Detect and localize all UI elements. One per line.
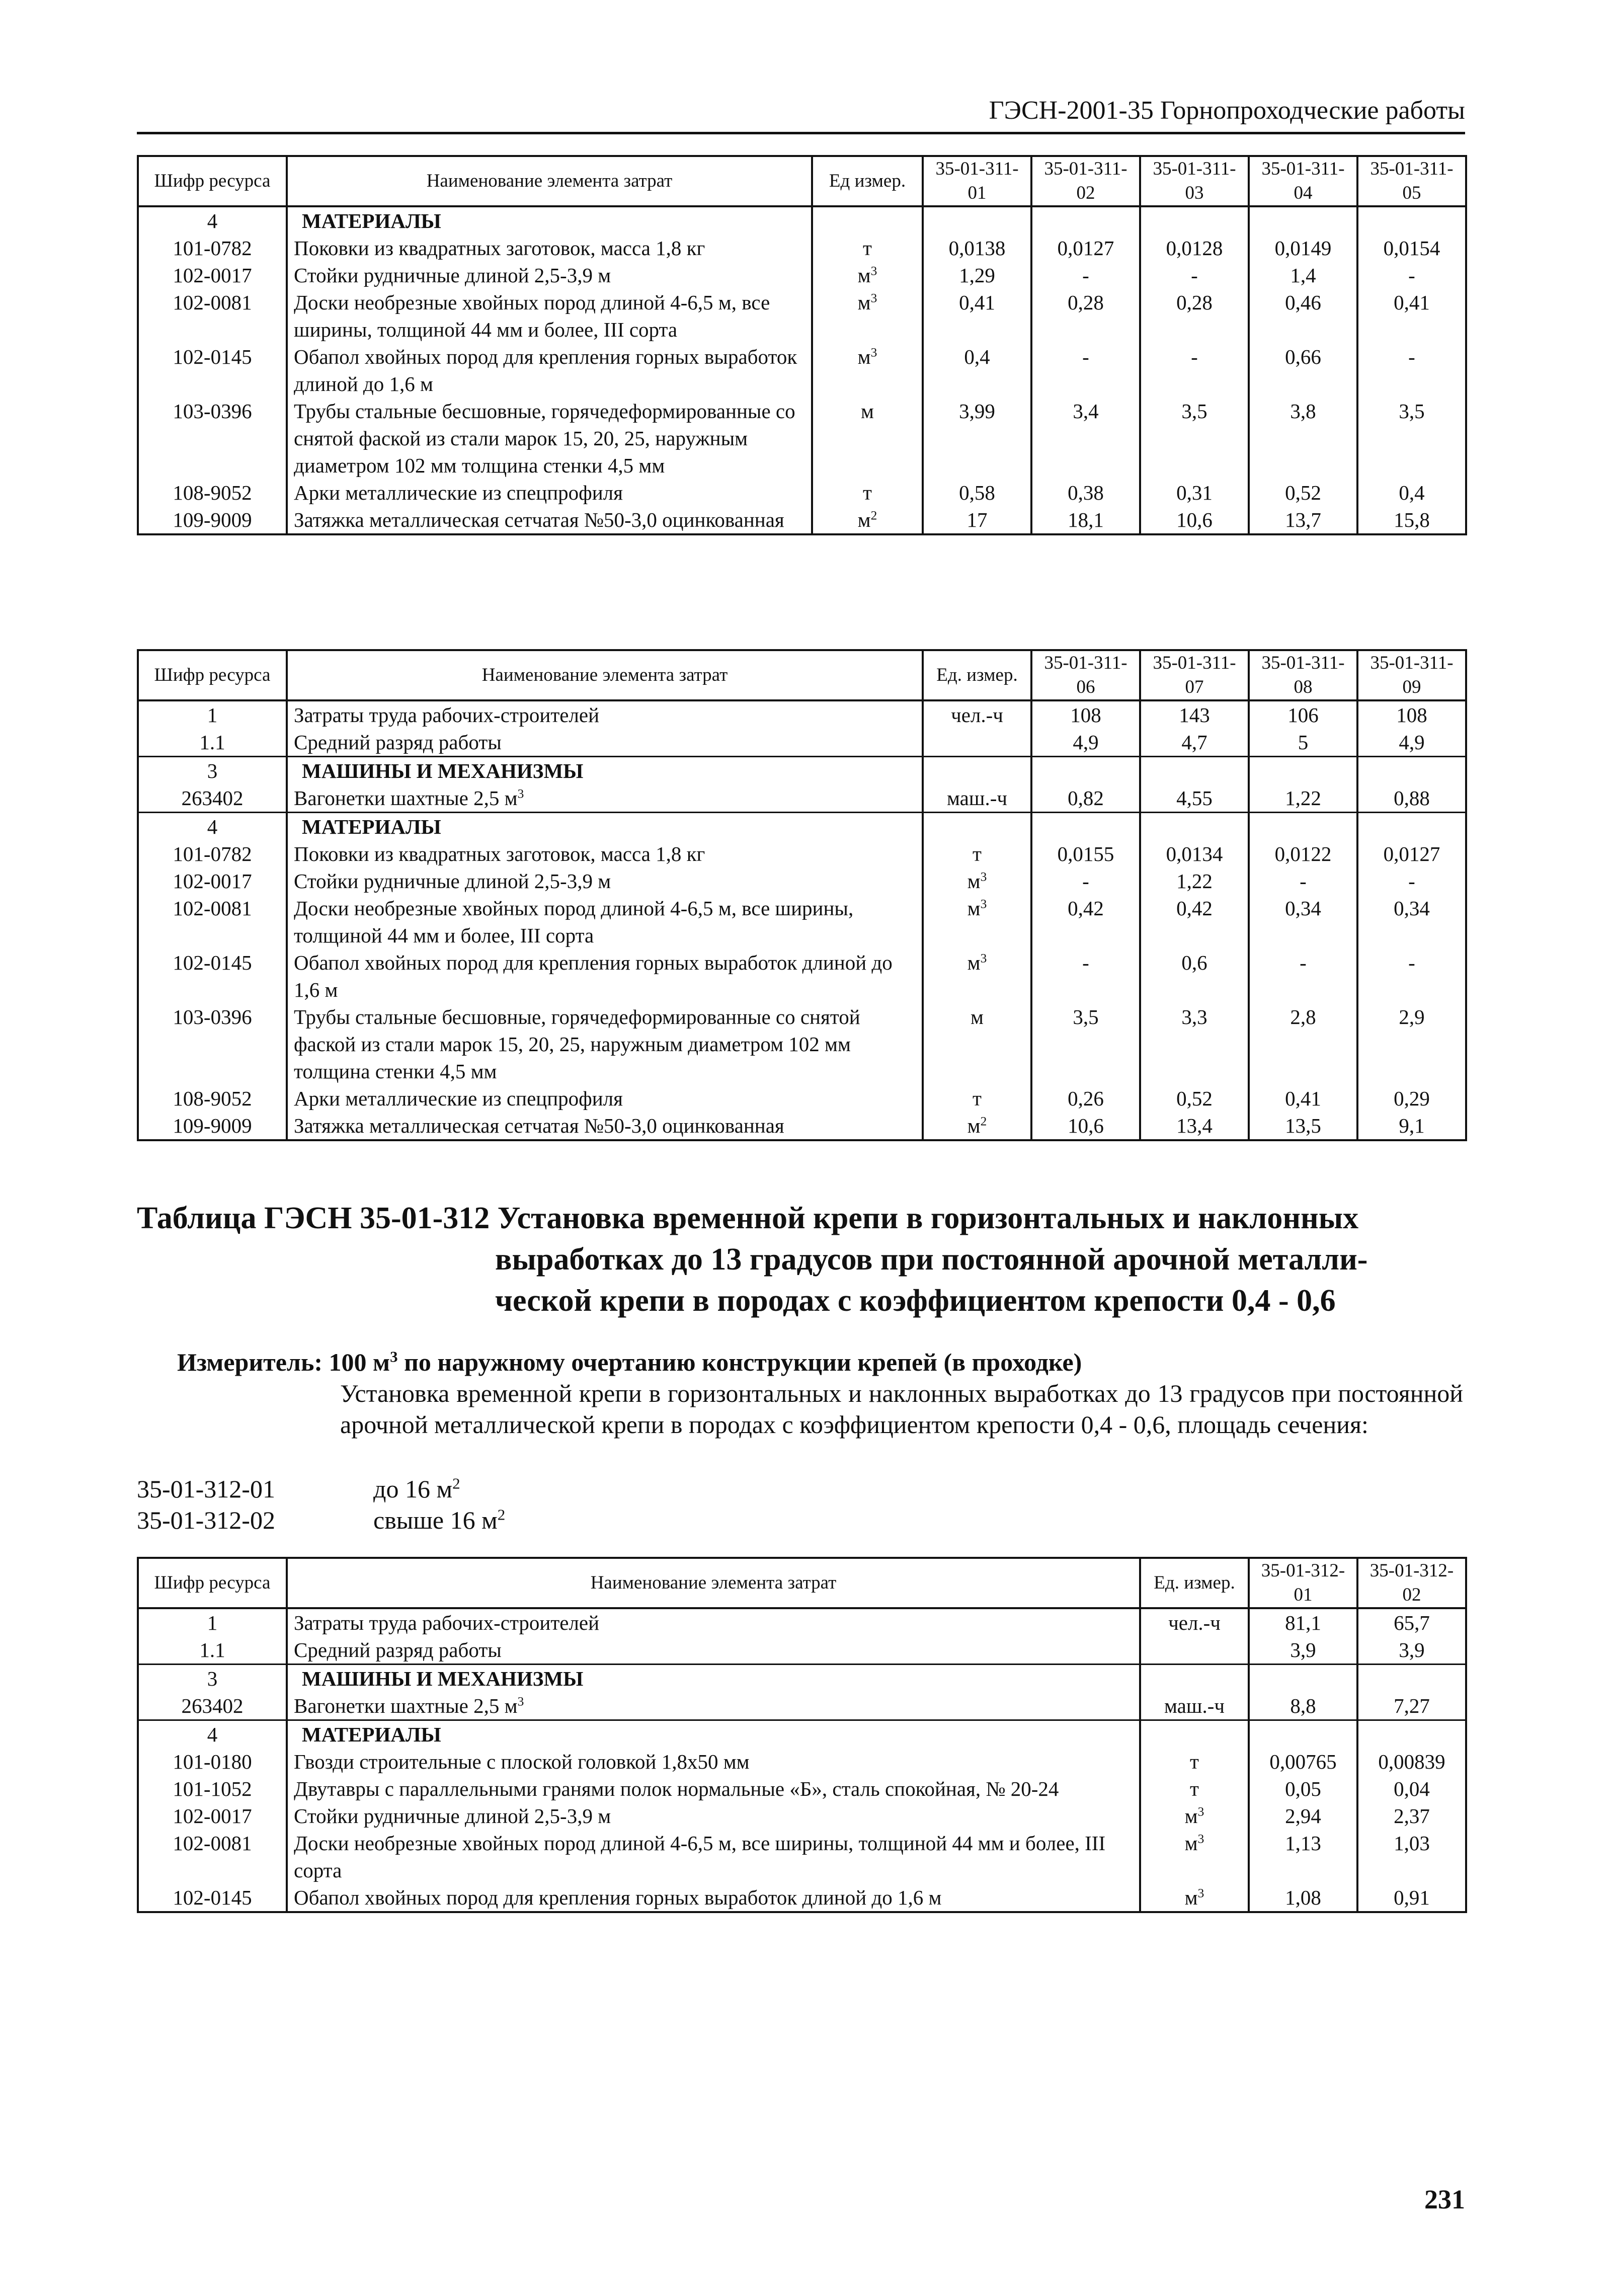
empty-cell: [1031, 757, 1140, 785]
unit-of-measure: т: [923, 1085, 1031, 1112]
header-norm-code: 35-01-311-04: [1249, 156, 1357, 206]
unit-of-measure: т: [1140, 1748, 1249, 1775]
section-title: МАТЕРИАЛЫ: [287, 206, 812, 234]
header-resource-code: Шифр ресурса: [138, 156, 287, 206]
header-unit: Ед. измер.: [1140, 1558, 1249, 1608]
norm-code: 35-01-312-02: [137, 1506, 275, 1534]
cost-element-name: Вагонетки шахтные 2,5 $м^3$: [287, 1692, 1140, 1720]
resource-code: 108-9052: [138, 479, 287, 506]
table-row: [138, 343, 1466, 398]
resource-code: 101-0782: [138, 840, 287, 867]
resource-code: 102-0145: [138, 949, 287, 1003]
norm-value: 13,5: [1249, 1112, 1357, 1140]
unit-of-measure: т: [812, 479, 923, 506]
norm-code-label: до 16 $м^2$: [373, 1474, 460, 1503]
resource-code: 102-0145: [138, 343, 287, 398]
norm-value: 3,9: [1249, 1636, 1357, 1665]
resource-code: 103-0396: [138, 398, 287, 479]
table-header-row: [138, 650, 1466, 700]
unit-of-measure: $м^3$: [812, 343, 923, 398]
norm-value: 3,9: [1357, 1636, 1466, 1665]
norm-value: 3,5: [1357, 398, 1466, 479]
norm-value: 15,8: [1357, 506, 1466, 534]
table-row: [138, 895, 1466, 949]
norm-value: 0,38: [1031, 479, 1140, 506]
resource-code: 102-0017: [138, 1802, 287, 1830]
section-code: 3: [138, 1665, 287, 1693]
norm-value: 0,41: [923, 289, 1031, 343]
unit-of-measure: $м^2$: [812, 506, 923, 534]
empty-cell: [1357, 757, 1466, 785]
page-number: 231: [1424, 2184, 1465, 2214]
empty-cell: [923, 206, 1031, 234]
norm-value: 0,26: [1031, 1085, 1140, 1112]
table-row: [138, 262, 1466, 289]
cost-element-name: Затяжка металлическая сетчатая №50-3,0 оцинкованная: [287, 1112, 923, 1140]
cost-element-name: Обапол хвойных пород для крепления горных выработок длиной до 1,6 м: [287, 949, 923, 1003]
resource-code: 263402: [138, 784, 287, 813]
table-body: [138, 206, 1466, 534]
table-row: [138, 1636, 1466, 1665]
cost-element-name: Доски необрезные хвойных пород длиной 4-6,5 м, все ширины, толщиной 44 мм и более, III сорта: [287, 1830, 1140, 1884]
header-cost-element: Наименование элемента затрат: [287, 1558, 1140, 1608]
resource-code: 102-0145: [138, 1884, 287, 1912]
empty-cell: [1140, 1665, 1249, 1693]
norm-value: 2,37: [1357, 1802, 1466, 1830]
norm-value: 106: [1249, 700, 1357, 729]
resource-code: 263402: [138, 1692, 287, 1720]
norm-value: 0,0149: [1249, 234, 1357, 262]
unit-of-measure: $м^3$: [923, 895, 1031, 949]
cost-element-name: Затраты труда рабочих-строителей: [287, 700, 923, 729]
table-row: [138, 1608, 1466, 1636]
resource-code: 109-9009: [138, 506, 287, 534]
table-row: [138, 729, 1466, 757]
resource-code: 1: [138, 1608, 287, 1636]
empty-cell: [1357, 206, 1466, 234]
table-row: [138, 949, 1466, 1003]
table-row: [138, 234, 1466, 262]
norm-value: 0,52: [1249, 479, 1357, 506]
norm-value: -: [1140, 262, 1249, 289]
table-body: [138, 700, 1466, 1140]
cost-element-name: Поковки из квадратных заготовок, масса 1,8 кг: [287, 840, 923, 867]
norm-value: 0,0128: [1140, 234, 1249, 262]
cost-element-name: Арки металлические из спецпрофиля: [287, 479, 812, 506]
cost-element-name: Доски необрезные хвойных пород длиной 4-6,5 м, все ширины, толщиной 44 мм и более, III сорта: [287, 289, 812, 343]
unit-of-measure: м: [923, 1003, 1031, 1085]
section-code: 4: [138, 1720, 287, 1749]
table-row: [138, 289, 1466, 343]
empty-cell: [1140, 206, 1249, 234]
section-code: 3: [138, 757, 287, 785]
section-code: 4: [138, 813, 287, 841]
header-norm-code: 35-01-311-07: [1140, 650, 1249, 700]
unit-of-measure: чел.-ч: [1140, 1608, 1249, 1636]
norm-value: 0,66: [1249, 343, 1357, 398]
work-description: Установка временной крепи в горизонтальных и наклонных выработках до 13 градусов при постоянной арочной металлической крепи в породах с коэффициентом крепости 0,4 - 0,6, площадь сечения:: [340, 1379, 1463, 1439]
norm-value: -: [1357, 867, 1466, 895]
resource-table-311-01-05: [137, 155, 1467, 535]
norm-code-line: [137, 1473, 460, 1505]
norm-value: 0,58: [923, 479, 1031, 506]
header-norm-code: 35-01-311-09: [1357, 650, 1466, 700]
norm-value: -: [1031, 949, 1140, 1003]
norm-value: 4,9: [1357, 729, 1466, 757]
norm-value: 4,7: [1140, 729, 1249, 757]
norm-value: -: [1140, 343, 1249, 398]
norm-value: 7,27: [1357, 1692, 1466, 1720]
empty-cell: [1140, 813, 1249, 841]
empty-cell: [812, 206, 923, 234]
norm-value: 10,6: [1140, 506, 1249, 534]
empty-cell: [1140, 757, 1249, 785]
table-title-line: Таблица ГЭСН 35-01-312 Установка временной крепи в горизонтальных и наклонных: [137, 1201, 1359, 1235]
norm-value: -: [1357, 262, 1466, 289]
norm-value: 1,4: [1249, 262, 1357, 289]
norm-value: 18,1: [1031, 506, 1140, 534]
resource-code: 101-0782: [138, 234, 287, 262]
section-title: МАШИНЫ И МЕХАНИЗМЫ: [287, 757, 923, 785]
table-row: [138, 784, 1466, 813]
norm-value: -: [1031, 262, 1140, 289]
header-resource-code: Шифр ресурса: [138, 1558, 287, 1608]
cost-element-name: Затраты труда рабочих-строителей: [287, 1608, 1140, 1636]
norm-value: 0,0155: [1031, 840, 1140, 867]
table-row: [138, 1748, 1466, 1775]
header-norm-code: 35-01-312-01: [1249, 1558, 1357, 1608]
unit-of-measure: т: [812, 234, 923, 262]
resource-code: 101-1052: [138, 1775, 287, 1802]
header-cost-element: Наименование элемента затрат: [287, 156, 812, 206]
norm-value: 0,42: [1140, 895, 1249, 949]
table-row: [138, 1692, 1466, 1720]
norm-value: 4,9: [1031, 729, 1140, 757]
norm-value: 0,28: [1140, 289, 1249, 343]
unit-of-measure: $м^3$: [812, 289, 923, 343]
norm-value: 0,34: [1249, 895, 1357, 949]
norm-value: 13,7: [1249, 506, 1357, 534]
table-row: [138, 479, 1466, 506]
empty-cell: [1031, 206, 1140, 234]
norm-value: 65,7: [1357, 1608, 1466, 1636]
resource-code: 102-0081: [138, 895, 287, 949]
norm-value: 17: [923, 506, 1031, 534]
norm-code-label: свыше 16 $м^2$: [373, 1506, 506, 1534]
norm-value: 13,4: [1140, 1112, 1249, 1140]
unit-of-measure: маш.-ч: [923, 784, 1031, 813]
section-title: МАШИНЫ И МЕХАНИЗМЫ: [287, 1665, 1140, 1693]
norm-value: 0,0127: [1031, 234, 1140, 262]
table-row: [138, 840, 1466, 867]
norm-value: 0,34: [1357, 895, 1466, 949]
norm-value: 0,00765: [1249, 1748, 1357, 1775]
cost-element-name: Арки металлические из спецпрофиля: [287, 1085, 923, 1112]
unit-of-measure: $м^3$: [812, 262, 923, 289]
table-title-line: выработках до 13 градусов при постоянной арочной металли-: [495, 1242, 1368, 1277]
section-row: [138, 813, 1466, 841]
norm-value: 3,3: [1140, 1003, 1249, 1085]
norm-value: 1,29: [923, 262, 1031, 289]
norm-value: 1,22: [1249, 784, 1357, 813]
empty-cell: [923, 813, 1031, 841]
section-row: [138, 206, 1466, 234]
cost-element-name: Обапол хвойных пород для крепления горных выработок длиной до 1,6 м: [287, 1884, 1140, 1912]
norm-value: 0,0127: [1357, 840, 1466, 867]
unit-of-measure: [923, 729, 1031, 757]
table-body: [138, 1608, 1466, 1912]
norm-value: 3,5: [1031, 1003, 1140, 1085]
norm-code: 35-01-312-01: [137, 1475, 275, 1503]
section-title: МАТЕРИАЛЫ: [287, 1720, 1140, 1749]
header-norm-code: 35-01-311-01: [923, 156, 1031, 206]
running-head: ГЭСН-2001-35 Горнопроходческие работы: [137, 96, 1465, 134]
norm-value: 3,4: [1031, 398, 1140, 479]
cost-element-name: Обапол хвойных пород для крепления горных выработок длиной до 1,6 м: [287, 343, 812, 398]
norm-value: 3,99: [923, 398, 1031, 479]
norm-value: 0,0138: [923, 234, 1031, 262]
empty-cell: [1249, 206, 1357, 234]
unit-of-measure: маш.-ч: [1140, 1692, 1249, 1720]
norm-value: 1,22: [1140, 867, 1249, 895]
table-title-35-01-312: [137, 1198, 1465, 1321]
norm-value: -: [1249, 949, 1357, 1003]
table-row: [138, 1802, 1466, 1830]
empty-cell: [1249, 757, 1357, 785]
table-row: [138, 1884, 1466, 1912]
norm-value: 0,29: [1357, 1085, 1466, 1112]
section-code: 4: [138, 206, 287, 234]
cost-element-name: Поковки из квадратных заготовок, масса 1,8 кг: [287, 234, 812, 262]
norm-value: 8,8: [1249, 1692, 1357, 1720]
header-resource-code: Шифр ресурса: [138, 650, 287, 700]
norm-value: 2,9: [1357, 1003, 1466, 1085]
norm-value: 0,00839: [1357, 1748, 1466, 1775]
header-norm-code: 35-01-311-03: [1140, 156, 1249, 206]
norm-value: 0,4: [1357, 479, 1466, 506]
norm-value: 0,04: [1357, 1775, 1466, 1802]
cost-element-name: Стойки рудничные длиной 2,5-3,9 м: [287, 262, 812, 289]
norm-value: 81,1: [1249, 1608, 1357, 1636]
resource-code: 108-9052: [138, 1085, 287, 1112]
unit-of-measure: $м^3$: [923, 949, 1031, 1003]
unit-of-measure: т: [923, 840, 1031, 867]
empty-cell: [1249, 813, 1357, 841]
norm-value: 0,46: [1249, 289, 1357, 343]
cost-element-name: Затяжка металлическая сетчатая №50-3,0 оцинкованная: [287, 506, 812, 534]
unit-of-measure: чел.-ч: [923, 700, 1031, 729]
table-row: [138, 398, 1466, 479]
cost-element-name: Средний разряд работы: [287, 729, 923, 757]
empty-cell: [1031, 813, 1140, 841]
norm-value: 0,0122: [1249, 840, 1357, 867]
norm-value: 0,4: [923, 343, 1031, 398]
cost-element-name: Двутавры с параллельными гранями полок нормальные «Б», сталь спокойная, № 20-24: [287, 1775, 1140, 1802]
norm-value: 5: [1249, 729, 1357, 757]
empty-cell: [1357, 1720, 1466, 1749]
norm-code-line: [137, 1505, 505, 1536]
cost-element-name: Вагонетки шахтные 2,5 $м^3$: [287, 784, 923, 813]
resource-code: 102-0017: [138, 262, 287, 289]
unit-of-measure: м: [812, 398, 923, 479]
norm-value: -: [1031, 343, 1140, 398]
norm-value: 108: [1357, 700, 1466, 729]
resource-table-311-06-09: [137, 649, 1467, 1141]
norm-value: 108: [1031, 700, 1140, 729]
section-row: [138, 1720, 1466, 1749]
cost-element-name: Стойки рудничные длиной 2,5-3,9 м: [287, 867, 923, 895]
cost-element-name: Средний разряд работы: [287, 1636, 1140, 1665]
cost-element-name: Гвозди строительные с плоской головкой 1,8х50 мм: [287, 1748, 1140, 1775]
cost-element-name: Доски необрезные хвойных пород длиной 4-6,5 м, все ширины, толщиной 44 мм и более, III сорта: [287, 895, 923, 949]
table-row: [138, 1830, 1466, 1884]
norm-value: 1,03: [1357, 1830, 1466, 1884]
section-row: [138, 1665, 1466, 1693]
table-row: [138, 700, 1466, 729]
table-header-row: [138, 1558, 1466, 1608]
norm-value: 0,0134: [1140, 840, 1249, 867]
resource-code: 1: [138, 700, 287, 729]
unit-of-measure: $м^3$: [1140, 1802, 1249, 1830]
norm-value: -: [1249, 867, 1357, 895]
header-norm-code: 35-01-311-06: [1031, 650, 1140, 700]
norm-value: -: [1357, 343, 1466, 398]
norm-value: 0,91: [1357, 1884, 1466, 1912]
resource-code: 1.1: [138, 729, 287, 757]
resource-code: 102-0017: [138, 867, 287, 895]
resource-code: 103-0396: [138, 1003, 287, 1085]
norm-value: 0,88: [1357, 784, 1466, 813]
norm-value: 0,52: [1140, 1085, 1249, 1112]
resource-code: 109-9009: [138, 1112, 287, 1140]
empty-cell: [1357, 1665, 1466, 1693]
empty-cell: [1140, 1720, 1249, 1749]
norm-value: 0,41: [1357, 289, 1466, 343]
measure-unit: Измеритель: 100 $м^3$ по наружному очертанию конструкции крепей (в проходке): [177, 1348, 1082, 1376]
norm-value: 0,28: [1031, 289, 1140, 343]
table-row: [138, 506, 1466, 534]
resource-code: 102-0081: [138, 1830, 287, 1884]
unit-of-measure: [1140, 1636, 1249, 1665]
norm-value: 0,42: [1031, 895, 1140, 949]
norm-value: 2,94: [1249, 1802, 1357, 1830]
cost-element-name: Стойки рудничные длиной 2,5-3,9 м: [287, 1802, 1140, 1830]
norm-value: -: [1357, 949, 1466, 1003]
table-row: [138, 1003, 1466, 1085]
norm-value: 2,8: [1249, 1003, 1357, 1085]
header-cost-element: Наименование элемента затрат: [287, 650, 923, 700]
unit-of-measure: т: [1140, 1775, 1249, 1802]
header-unit: Ед измер.: [812, 156, 923, 206]
section-row: [138, 757, 1466, 785]
unit-of-measure: $м^3$: [1140, 1830, 1249, 1884]
table-row: [138, 1112, 1466, 1140]
norm-value: 143: [1140, 700, 1249, 729]
norm-value: 0,41: [1249, 1085, 1357, 1112]
resource-table-312: [137, 1557, 1467, 1913]
empty-cell: [923, 757, 1031, 785]
resource-code: 102-0081: [138, 289, 287, 343]
header-unit: Ед. измер.: [923, 650, 1031, 700]
norm-value: 1,13: [1249, 1830, 1357, 1884]
unit-of-measure: $м^3$: [1140, 1884, 1249, 1912]
norm-value: 4,55: [1140, 784, 1249, 813]
norm-value: 0,6: [1140, 949, 1249, 1003]
norm-value: 10,6: [1031, 1112, 1140, 1140]
norm-value: 1,08: [1249, 1884, 1357, 1912]
resource-code: 1.1: [138, 1636, 287, 1665]
norm-value: 3,5: [1140, 398, 1249, 479]
section-title: МАТЕРИАЛЫ: [287, 813, 923, 841]
norm-value: 0,31: [1140, 479, 1249, 506]
norm-value: 0,82: [1031, 784, 1140, 813]
header-norm-code: 35-01-312-02: [1357, 1558, 1466, 1608]
header-norm-code: 35-01-311-08: [1249, 650, 1357, 700]
empty-cell: [1357, 813, 1466, 841]
header-norm-code: 35-01-311-05: [1357, 156, 1466, 206]
cost-element-name: Трубы стальные бесшовные, горячедеформированные со снятой фаской из стали марок 15, 20, 25, наружным диаметром 102 мм толщина стенки 4,5 мм: [287, 1003, 923, 1085]
norm-value: 0,0154: [1357, 234, 1466, 262]
table-title-line: ческой крепи в породах с коэффициентом крепости 0,4 - 0,6: [495, 1284, 1336, 1318]
table-header-row: [138, 156, 1466, 206]
norm-value: 0,05: [1249, 1775, 1357, 1802]
norm-value: -: [1031, 867, 1140, 895]
empty-cell: [1249, 1665, 1357, 1693]
table-row: [138, 867, 1466, 895]
table-row: [138, 1775, 1466, 1802]
cost-element-name: Трубы стальные бесшовные, горячедеформированные со снятой фаской из стали марок 15, 20, 25, наружным диаметром 102 мм толщина стенки 4,5 мм: [287, 398, 812, 479]
norm-value: 9,1: [1357, 1112, 1466, 1140]
unit-of-measure: $м^2$: [923, 1112, 1031, 1140]
norm-value: 3,8: [1249, 398, 1357, 479]
resource-code: 101-0180: [138, 1748, 287, 1775]
table-row: [138, 1085, 1466, 1112]
unit-of-measure: $м^3$: [923, 867, 1031, 895]
header-norm-code: 35-01-311-02: [1031, 156, 1140, 206]
empty-cell: [1249, 1720, 1357, 1749]
